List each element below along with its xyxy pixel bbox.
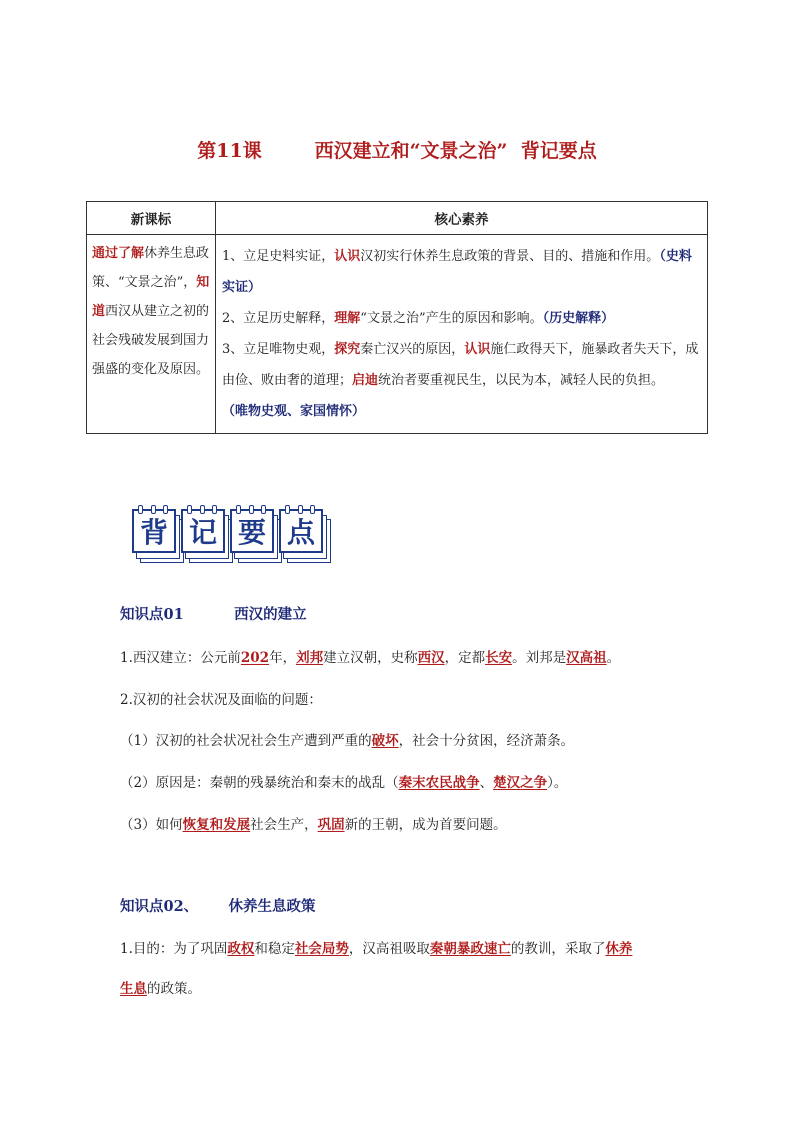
- stamp-char: 背: [132, 509, 176, 553]
- keyword: 认识: [334, 249, 361, 264]
- literacy-item-3: [222, 334, 701, 427]
- literacy-item-1: [222, 241, 701, 303]
- kp1-line-4: （2）原因是：秦朝的残暴统治和秦末的战乱（秦末农民战争、楚汉之争）。: [120, 775, 568, 791]
- kp1-line-1: 1.西汉建立：公元前202年，刘邦建立汉朝，史称西汉，定都长安。刘邦是汉高祖。: [120, 650, 621, 666]
- literacy-item-2: [222, 303, 701, 334]
- page-title: 第11课 西汉建立和“文景之治” 背记要点: [197, 140, 597, 162]
- text: 汉初实行休养生息政策的背景、目的、措施和作用。: [360, 249, 660, 264]
- kp2-line-1: 1.目的：为了巩固政权和稳定社会局势，汉高祖吸取秦朝暴政速亡的教训，采取了休养: [120, 941, 633, 957]
- stamp-char: 点: [279, 509, 323, 553]
- kp1-line-3: （1）汉初的社会状况社会生产遭到严重的破坏，社会十分贫困，经济萧条。: [120, 733, 575, 749]
- stamp-char: 记: [181, 509, 225, 553]
- curriculum-table: [86, 201, 708, 434]
- keyword: 知道: [92, 275, 210, 319]
- keyword: 探究: [334, 342, 361, 357]
- col-header-literacy: 核心素养: [216, 202, 708, 235]
- literacy-tag: （历史解释）: [542, 311, 615, 326]
- knowledge-point-1-heading: 知识点01 西汉的建立: [120, 606, 307, 623]
- stamp-tile: [181, 509, 225, 553]
- text: 休养生息政策、“文景之治”，: [92, 246, 210, 290]
- knowledge-point-2-heading: 知识点02、 休养生息政策: [120, 898, 316, 915]
- text: 3、立足唯物史观，: [222, 342, 335, 357]
- memorize-key-points-banner: [132, 509, 323, 553]
- text: 秦亡汉兴的原因，: [360, 342, 465, 357]
- kp1-line-2: 2.汉初的社会状况及面临的问题：: [120, 692, 322, 708]
- text: 施仁政得天下，施暴政者失天下，成由俭、败由奢的道理；: [222, 342, 699, 388]
- kp1-line-5: （3）如何恢复和发展社会生产，巩固新的王朝，成为首要问题。: [120, 817, 507, 833]
- stamp-char: 要: [230, 509, 274, 553]
- text: 2、立足历史解释，: [222, 311, 335, 326]
- keyword: 通过了解: [92, 246, 145, 261]
- col-header-standard: 新课标: [87, 202, 216, 235]
- keyword: 启迪: [352, 373, 379, 388]
- stamp-tile: [230, 509, 274, 553]
- literacy-tag: （唯物史观、家国情怀）: [222, 404, 366, 419]
- text: 西汉从建立之初的社会残破发展到国力强盛的变化及原因。: [92, 304, 210, 377]
- keyword: 理解: [334, 311, 361, 326]
- text: “文景之治”产生的原因和影响。: [360, 311, 543, 326]
- text: 统治者要重视民生，以民为本，减轻人民的负担。: [378, 373, 665, 388]
- stamp-tile: [279, 509, 323, 553]
- literacy-cell: [216, 235, 708, 434]
- standard-cell: [87, 235, 216, 434]
- text: 1、立足史料实证，: [222, 249, 335, 264]
- literacy-tag: （史料实证）: [222, 249, 692, 295]
- stamp-tile: [132, 509, 176, 553]
- keyword: 认识: [464, 342, 491, 357]
- kp2-line-2: 生息的政策。: [120, 981, 201, 997]
